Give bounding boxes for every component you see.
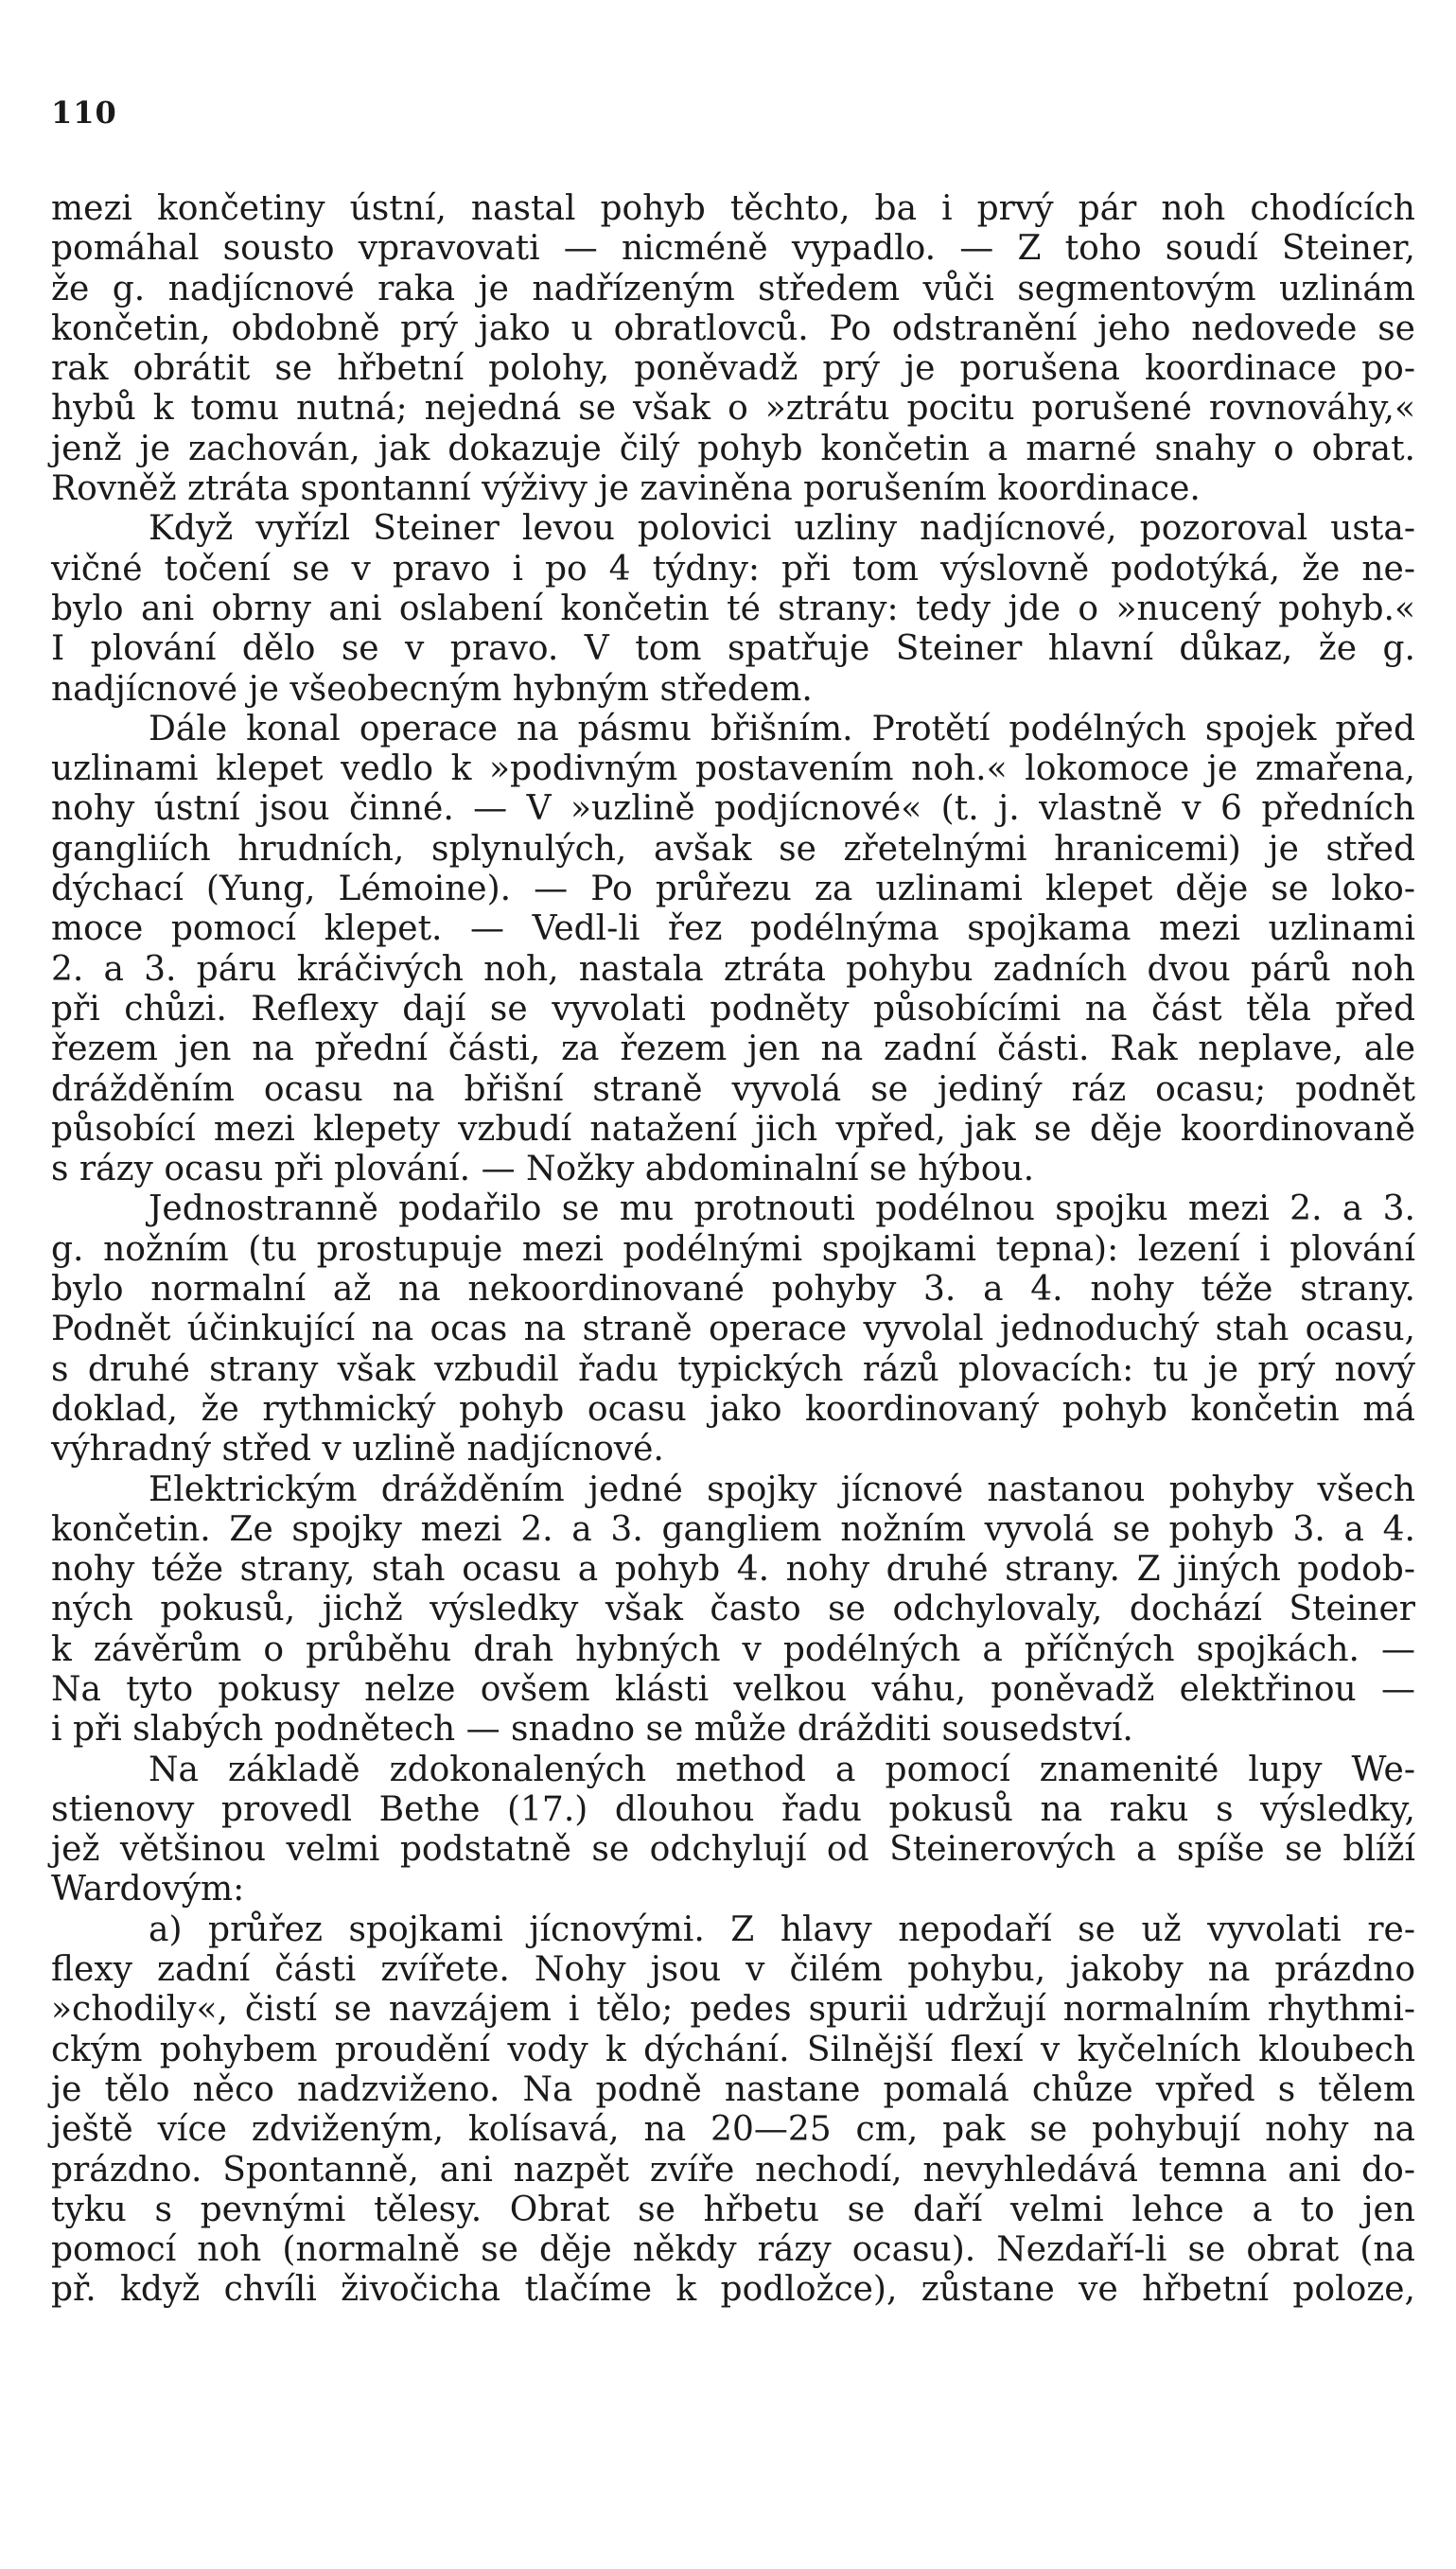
text-line: g. nožním (tu prostupuje mezi podélnými spojkami tepna): lezení i plování [51, 1229, 1415, 1269]
text-line: že g. nadjícnové raka je nadřízeným středem vůči segmentovým uzlinám [51, 269, 1415, 308]
text-line: Wardovým: [51, 1870, 245, 1909]
text-line: Na tyto pokusy nelze ovšem klásti velkou váhu, poněvadž elektřinou — [51, 1669, 1415, 1709]
text-line: nohy téže strany, stah ocasu a pohyb 4. nohy druhé strany. Z jiných podob- [51, 1550, 1415, 1590]
text-line: s rázy ocasu při plování. — Nožky abdominalní se hýbou. [51, 1150, 1035, 1189]
text-line: Rovněž ztráta spontanní výživy je zaviněna porušením koordinace. [51, 469, 1201, 509]
paragraph-start-line: Elektrickým drážděním jedné spojky jícnové nastanou pohyby všech [149, 1469, 1415, 1509]
text-line: bylo normalní až na nekoordinované pohyby 3. a 4. nohy téže strany. [51, 1270, 1415, 1310]
text-line: ještě více zdviženým, kolísavá, na 20—25 cm, pak se pohybují nohy na [51, 2110, 1415, 2150]
text-line: s druhé strany však vzbudil řadu typických rázů plovacích: tu je prý nový [51, 1349, 1415, 1389]
text-line: hybů k tomu nutná; nejedná se však o »ztrátu pocitu porušené rovnováhy,« [51, 389, 1415, 429]
text-line: je tělo něco nadzviženo. Na podně nastane pomalá chůze vpřed s tělem [51, 2069, 1415, 2109]
text-line: pomocí noh (normalně se děje někdy rázy ocasu). Nezdaří-li se obrat (na [51, 2230, 1415, 2270]
text-line: ckým pohybem proudění vody k dýchání. Silnější flexí v kyčelních kloubech [51, 2030, 1415, 2069]
text-line: dýchací (Yung, Lémoine). — Po průřezu za uzlinami klepet děje se loko- [51, 870, 1415, 909]
text-line: 2. a 3. páru kráčivých noh, nastala ztráta pohybu zadních dvou párů noh [51, 949, 1415, 989]
text-line: Podnět účinkující na ocas na straně operace vyvolal jednoduchý stah ocasu, [51, 1310, 1415, 1349]
text-line: působící mezi klepety vzbudí natažení jich vpřed, jak se děje koordinovaně [51, 1109, 1415, 1149]
text-line: mezi končetiny ústní, nastal pohyb těchto, ba i prvý pár noh chodících [51, 189, 1415, 228]
text-line: pomáhal sousto vpravovati — nicméně vypadlo. — Z toho soudí Steiner, [51, 229, 1415, 269]
text-line: gangliích hrudních, splynulých, avšak se zřetelnými hranicemi) je střed [51, 829, 1415, 869]
text-line: ných pokusů, jichž výsledky však často se odchylovaly, dochází Steiner [51, 1590, 1415, 1629]
paragraph-start-line: Jednostranně podařilo se mu protnouti podélnou spojku mezi 2. a 3. [149, 1189, 1415, 1229]
paragraph-start-line: Dále konal operace na pásmu břišním. Protětí podélných spojek před [149, 709, 1415, 748]
text-line: rak obrátit se hřbetní polohy, poněvadž prý je porušena koordinace po- [51, 349, 1415, 389]
text-line: výhradný střed v uzlině nadjícnové. [51, 1430, 664, 1469]
text-line: i při slabých podnětech — snadno se může drážditi sousedství. [51, 1710, 1133, 1750]
text-line: končetin, obdobně prý jako u obratlovců. Po odstranění jeho nedovede se [51, 308, 1415, 348]
paragraph-start-line: Když vyřízl Steiner levou polovici uzliny nadjícnové, pozoroval ustа- [149, 509, 1415, 549]
text-line: vičné točení se v pravo i po 4 týdny: při tom výslovně podotýká, že ne- [51, 549, 1415, 589]
text-line: I plování dělo se v pravo. V tom spatřuje Steiner hlavní důkaz, že g. [51, 629, 1415, 669]
text-line: moce pomocí klepet. — Vedl-li řez podélnýma spojkama mezi uzlinami [51, 909, 1415, 949]
text-line: jež většinou velmi podstatně se odchylují od Steinerových a spíše se blíží [51, 1830, 1415, 1870]
page-number: 110 [51, 95, 117, 131]
text-line: jenž je zachován, jak dokazuje čilý pohyb končetin a marné snahy o obrat. [51, 429, 1415, 468]
text-line: drážděním ocasu na břišní straně vyvolá se jediný ráz ocasu; podnět [51, 1069, 1415, 1109]
text-line: nadjícnové je všeobecným hybným středem. [51, 669, 813, 709]
text-line: prázdno. Spontanně, ani nazpět zvíře nechodí, nevyhledává temna ani do- [51, 2150, 1415, 2190]
text-line: při chůzi. Reflexy dají se vyvolati podněty působícími na část těla před [51, 989, 1415, 1029]
text-line: tyku s pevnými tělesy. Obrat se hřbetu se daří velmi lehce a to jen [51, 2190, 1415, 2229]
text-line: k závěrům o průběhu drah hybných v podélných a příčných spojkách. — [51, 1629, 1415, 1669]
text-line: př. když chvíli živočicha tlačíme k podložce), zůstane ve hřbetní poloze, [51, 2270, 1415, 2310]
text-line: řezem jen na přední části, za řezem jen na zadní části. Rak neplave, ale [51, 1029, 1415, 1069]
text-line: doklad, že rythmický pohyb ocasu jako koordinovaný pohyb končetin má [51, 1389, 1415, 1429]
text-line: uzlinami klepet vedlo k »podivným postavením noh.« lokomoce je zmařena, [51, 749, 1415, 789]
text-line: nohy ústní jsou činné. — V »uzlině podjícnové« (t. j. vlastně v 6 předních [51, 789, 1415, 829]
body-text [51, 189, 1415, 2311]
paragraph-start-line: a) průřez spojkami jícnovými. Z hlavy nepodaří se už vyvolati re- [149, 1909, 1415, 1949]
text-line: končetin. Ze spojky mezi 2. a 3. gangliem nožním vyvolá se pohyb 3. a 4. [51, 1509, 1415, 1549]
paragraph-start-line: Na základě zdokonalených method a pomocí znamenité lupy We- [149, 1750, 1415, 1789]
text-line: bylo ani obrny ani oslabení končetin té strany: tedy jde o »nucený pohyb.« [51, 589, 1415, 628]
text-line: stienovy provedl Bethe (17.) dlouhou řadu pokusů na raku s výsledky, [51, 1789, 1415, 1829]
text-line: flexy zadní části zvířete. Nohy jsou v čilém pohybu, jakoby na prázdno [51, 1950, 1415, 1990]
text-line: »chodily«, čistí se navzájem i tělo; pedes spurii udržují normalním rhythmi- [51, 1990, 1415, 2030]
